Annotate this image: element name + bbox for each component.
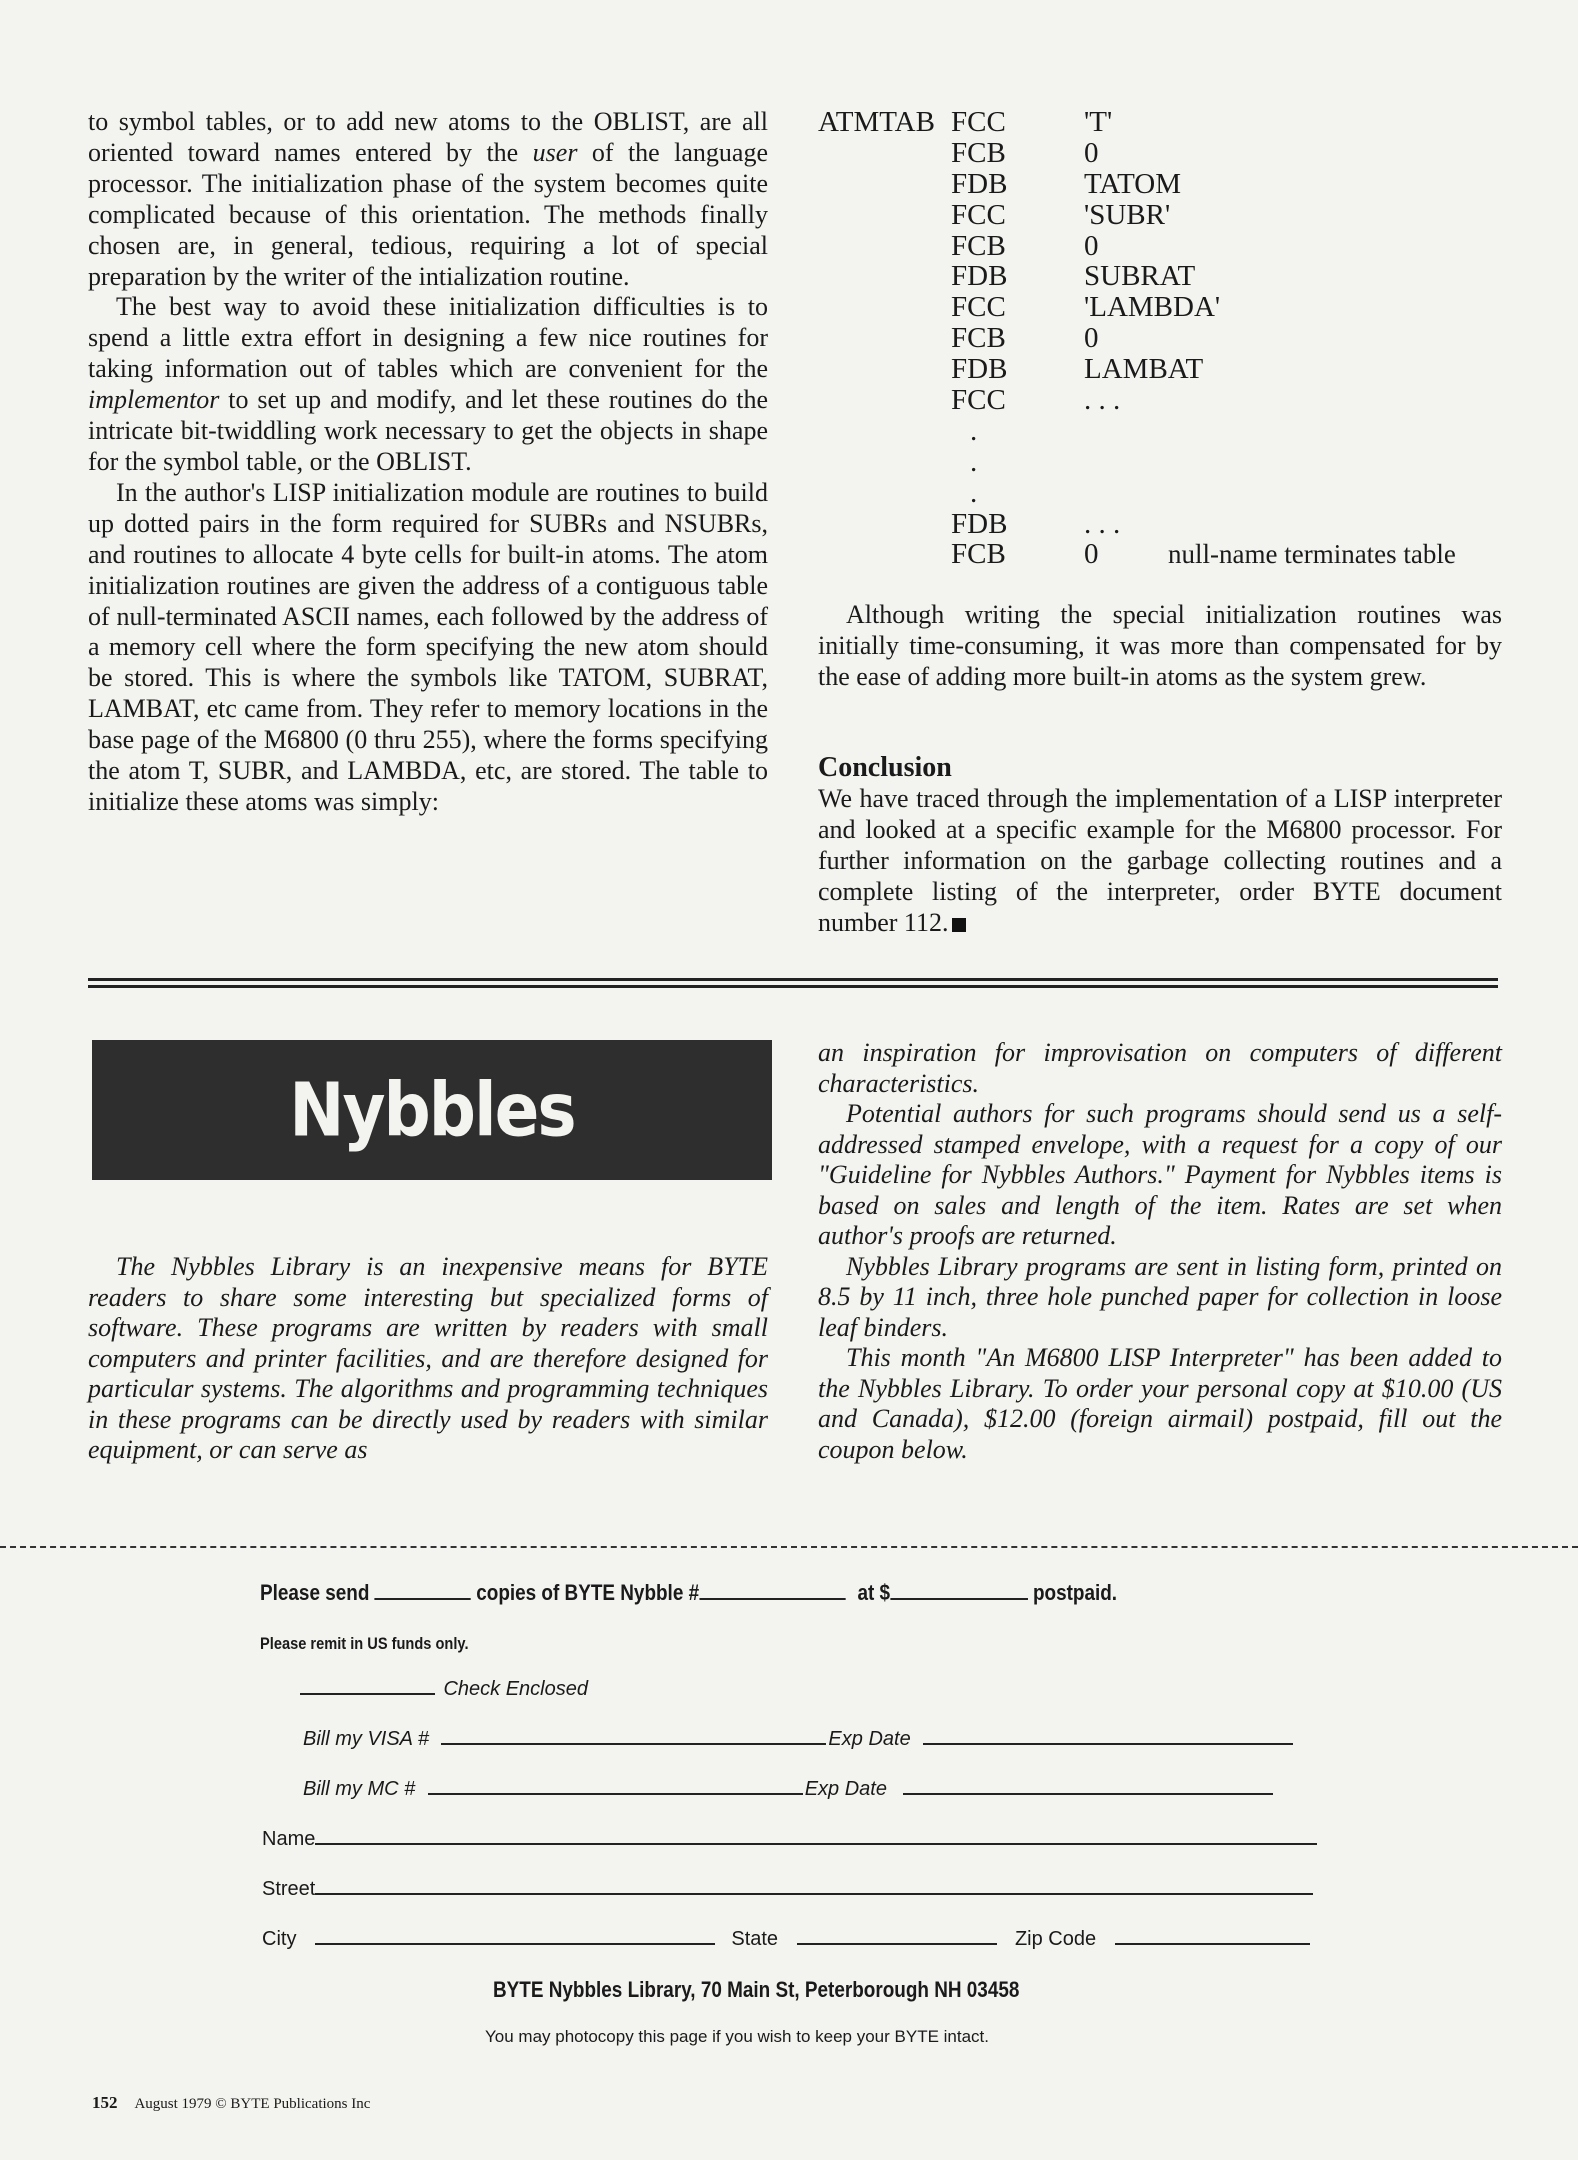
paragraph: an inspiration for improvisation on computers of different characteristics. [818, 1038, 1502, 1098]
footer-text: August 1979 © BYTE Publications Inc [134, 2096, 371, 2112]
photocopy-note: You may photocopy this page if you wish to keep your BYTE intact. [485, 2027, 989, 2046]
mc-exp-field[interactable] [903, 1793, 1273, 1795]
mc-row: Bill my MC # Exp Date [303, 1778, 1273, 1801]
street-row: Street [262, 1878, 1313, 1901]
code-label: ATMTAB [818, 106, 935, 138]
nybbles-logo-banner [92, 1040, 772, 1180]
left-article-column [88, 107, 768, 818]
paragraph: In the author's LISP initialization module are routines to build up dotted pairs in the form required for SUBRs and NSUBRs, and routines to allocate 4 byte cells for built-in atoms. The atom initialization routines are given the address of a contiguous table of null-terminated ASCII names, each followed by the address of a memory cell where the form specifying the new atom should be stored. This is where the symbols like TATOM, SUBRAT, LAMBAT, etc came from. They refer to memory locations in the base page of the M6800 (0 thru 255), where the forms specifying the atom T, SUBR, and LAMBDA, etc, are stored. The table to initialize these atoms was simply: [88, 477, 768, 816]
code-comment: null-name terminates table [1168, 539, 1456, 570]
nybbles-left-text [88, 1252, 768, 1466]
right-article-text [818, 600, 1502, 693]
paragraph: The best way to avoid these initialization difficulties is to spend a little extra effort in designing a few nice routines for taking information out of tables which are convenient for the implementor to set up and modify, and let these routines do the intricate bit-twiddling work necessary to get the objects in shape for the symbol table, or the OBLIST. [88, 292, 768, 476]
visa-row: Bill my VISA # Exp Date [303, 1728, 1293, 1751]
conclusion-heading: Conclusion [818, 752, 952, 783]
name-field[interactable] [315, 1843, 1317, 1845]
check-enclosed-field[interactable] [300, 1693, 435, 1695]
check-enclosed-row: Check Enclosed [300, 1678, 588, 1701]
city-field[interactable] [315, 1943, 715, 1945]
name-row: Name [262, 1828, 1317, 1851]
zip-field[interactable] [1115, 1943, 1310, 1945]
page-number: 152 [92, 2093, 118, 2112]
nybbles-logo: Nybbles [289, 1066, 575, 1154]
visa-number-field[interactable] [441, 1743, 826, 1745]
coupon-cut-line [0, 1546, 1578, 1548]
remit-note: Please remit in US funds only. [260, 1634, 469, 1653]
order-line: Please send copies of BYTE Nybble # at $ postpaid. [260, 1580, 1118, 1605]
paragraph: The Nybbles Library is an inexpensive means for BYTE readers to share some interesting but specialized forms of software. These programs are written by readers with small computers and printer facilities, and are therefore designed for particular systems. The algorithms and programming techniques in these programs can be directly used by readers with similar equipment, or can serve as [88, 1252, 768, 1464]
amount-field[interactable] [890, 1598, 1028, 1600]
nybble-number-field[interactable] [699, 1598, 845, 1600]
page-footer [92, 2093, 370, 2113]
state-field[interactable] [797, 1943, 997, 1945]
street-field[interactable] [315, 1893, 1313, 1895]
paragraph: to symbol tables, or to add new atoms to the OBLIST, are all oriented toward names entered by the user of the language processor. The initialization phase of the system becomes quite complicated because of this orientation. The methods finally chosen are, in general, tedious, requiring a lot of special preparation by the writer of the intialization routine. [88, 107, 768, 291]
paragraph: Nybbles Library programs are sent in listing form, printed on 8.5 by 11 inch, three hole punched paper for collection in loose leaf binders. [818, 1251, 1502, 1342]
visa-exp-field[interactable] [923, 1743, 1293, 1745]
end-mark-icon [952, 918, 966, 932]
copies-field[interactable] [375, 1598, 471, 1600]
paragraph: This month "An M6800 LISP Interpreter" has been added to the Nybbles Library. To order your personal copy at $10.00 (US and Canada), $12.00 (foreign airmail) postpaid, fill out the coupon below. [818, 1343, 1502, 1464]
paragraph: Potential authors for such programs should send us a self-addressed stamped envelope, with a request for a copy of our "Guideline for Nybbles Authors." Payment for Nybbles items is based on sales and length of the item. Rates are set when author's proofs are returned. [818, 1099, 1502, 1250]
paragraph: Although writing the special initialization routines was initially time-consuming, it was more than compensated for by the ease of adding more built-in atoms as the system grew. [818, 600, 1502, 691]
nybbles-right-text [818, 1038, 1502, 1465]
section-divider [88, 985, 1498, 988]
city-row: City State Zip Code [262, 1928, 1310, 1951]
mc-number-field[interactable] [428, 1793, 803, 1795]
section-divider [88, 978, 1498, 981]
conclusion-body: We have traced through the implementation of a LISP interpreter and looked at a specific example for the M6800 processor. For further information on the garbage collecting routines and a complete listing of the interpreter, order BYTE document number 112. [818, 784, 1502, 937]
mailing-address: BYTE Nybbles Library, 70 Main St, Peterborough NH 03458 [493, 1977, 1020, 2002]
